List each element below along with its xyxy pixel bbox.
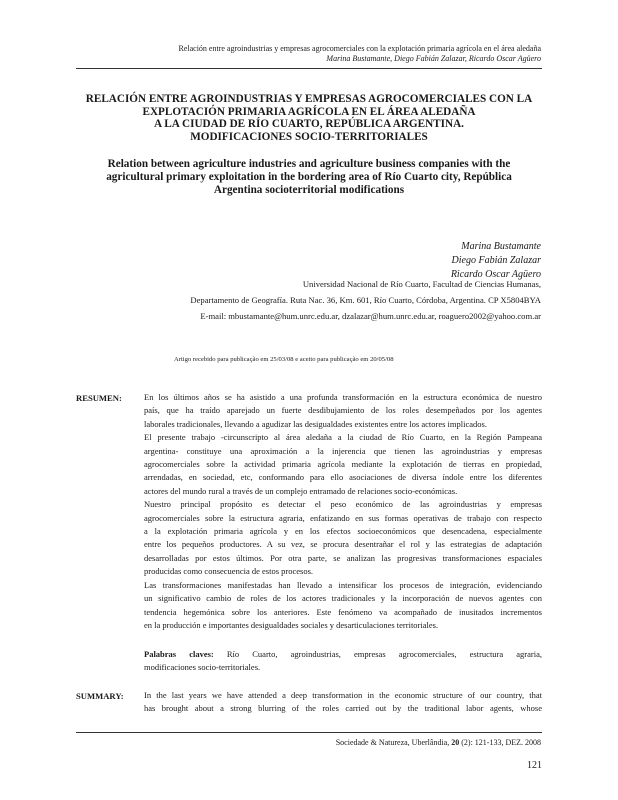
- author-name: Marina Bustamante: [461, 241, 541, 252]
- title-es-line: A LA CIUDAD DE RÍO CUARTO, REPÚBLICA ARGENTINA.: [154, 118, 464, 131]
- resumen-line: a la explotación primaria agrícola y en los efectos socioeconómicos que desencadena, especialmente: [144, 526, 542, 537]
- resumen-label: RESUMEN:: [76, 393, 122, 403]
- title-en-line: Argentina socioterritorial modifications: [213, 183, 405, 196]
- affiliation: [190, 276, 541, 324]
- resumen-line: país, que ha traído aparejado un fuerte desdibujamiento de los roles desempeñados por los agentes: [144, 405, 542, 416]
- title-es-line: RELACIÓN ENTRE AGROINDUSTRIAS Y EMPRESAS AGROCOMERCIALES CON LA: [85, 93, 533, 105]
- keywords-label: Palabras claves:: [144, 649, 214, 659]
- resumen-line: desarrolladas por estos últimos. Por otra parte, se analizan las progresivas transformaciones espaciales: [144, 552, 542, 563]
- author-name: Diego Fabián Zalazar: [451, 255, 541, 266]
- page-number: 121: [527, 760, 542, 771]
- title-english: [70, 158, 548, 196]
- summary-body: [144, 689, 542, 716]
- affiliation-line: Universidad Nacional de Río Cuarto, Facultad de Ciencias Humanas,: [302, 279, 541, 289]
- resumen-line: agrocomerciales sobre la actividad primaria agrícola mediante la explotación de tierras en propiedad,: [144, 459, 542, 470]
- resumen-line: argentina- constituye una aproximación a la injerencia que tienen las agroindustrias y empresas: [144, 445, 542, 456]
- resumen-line: Las transformaciones manifestadas han llevado a intensificar los procesos de integración, evidenciando: [144, 579, 542, 590]
- author-name: Ricardo Oscar Agüero: [450, 269, 541, 280]
- resumen-body: [144, 391, 542, 632]
- summary-line: has brought about a strong blurring of the roles carried out by the traditional labor agents, whose: [144, 703, 542, 714]
- title-es-line: EXPLOTACIÓN PRIMARIA AGRÍCOLA EN EL ÁREA ALEDAÑA: [142, 105, 476, 118]
- title-en-line: agricultural primary exploitation in the bordering area of Río Cuarto city, República: [106, 170, 512, 183]
- resumen-line: arrendadas, en sociedad, etc, conformando para ello asociaciones de diversa índole entre los diferentes: [144, 472, 542, 483]
- keywords-line: modificaciones socio-territoriales.: [144, 662, 261, 673]
- resumen-line: laborales tradicionales, llevando a agudizar las desigualdades existentes entre los actores implicados.: [144, 418, 487, 429]
- running-header-title: Relación entre agroindustrias y empresas agrocomerciales con la explotación primaria agrícola en el área aledaña: [178, 44, 541, 53]
- footer-journal: Sociedade & Natureza, Uberlândia,: [335, 738, 452, 747]
- affiliation-email: E-mail: mbustamante@hum.unrc.edu.ar, dzalazar@hum.unrc.edu.ar, roaguero2002@yahoo.com.ar: [200, 311, 541, 321]
- resumen-line: En los últimos años se ha asistido a una profunda transformación en la estructura económica de nuestro: [144, 392, 542, 402]
- keywords-block: [144, 648, 542, 675]
- resumen-line: tendencia hegemónica sobre los anteriores. Este fenómeno va acompañado de inusitados incrementos: [144, 606, 542, 617]
- title-en-line: Relation between agriculture industries and agriculture business companies with the: [107, 158, 511, 170]
- summary-line: In the last years we have attended a deep transformation in the economic structure of our country, that: [144, 690, 542, 700]
- resumen-line: producidas como consecuencia de estos procesos.: [144, 566, 313, 577]
- resumen-line: Nuestro principal propósito es detectar el peso económico de las agroindustrias y empresas: [144, 499, 542, 510]
- footer-issue: (2): 121-133, DEZ. 2008: [459, 738, 541, 747]
- resumen-line: en la producción e importantes desigualdades sociales y desarticulaciones territoriales.: [144, 619, 439, 630]
- resumen-line: un significativo cambio de roles de los actores tradicionales y la incorporación de nuevos agentes con: [144, 593, 542, 604]
- resumen-line: entre los pequeños productores. A su vez, se procura desentrañar el rol y las estrategias de adaptación: [144, 539, 542, 550]
- keywords-line: [144, 648, 542, 661]
- footer-volume: 20: [451, 738, 460, 747]
- affiliation-line: Departamento de Geografía. Ruta Nac. 36, Km. 601, Río Cuarto, Córdoba, Argentina. CP X5804BYA: [190, 295, 541, 305]
- resumen-line: actores del mundo rural a través de un complejo entramado de relaciones socio-económicas.: [144, 485, 458, 496]
- header-rule: [76, 68, 542, 69]
- footer-citation: [336, 738, 541, 747]
- resumen-line: El presente trabajo -circunscripto al área aledaña a la ciudad de Río Cuarto, en la Región Pampeana: [144, 432, 542, 443]
- received-note: Artigo recebido para publicação em 25/03/08 e aceito para publicação em 20/05/08: [174, 356, 394, 363]
- summary-label: SUMMARY:: [76, 691, 124, 701]
- title-spanish: [70, 93, 548, 143]
- resumen-line: agrocomerciales sobre la estructura agraria, enfatizando en sus formas operativas de trabajo con respecto: [144, 512, 542, 523]
- title-es-line: MODIFICACIONES SOCIO-TERRITORIALES: [190, 130, 428, 143]
- keywords-text: Río Cuarto, agroindustrias, empresas agrocomerciales, estructura agraria,: [213, 649, 542, 659]
- footer-rule: [76, 732, 542, 733]
- running-header-authors: Marina Bustamante, Diego Fabián Zalazar, Ricardo Oscar Agüero: [326, 54, 541, 63]
